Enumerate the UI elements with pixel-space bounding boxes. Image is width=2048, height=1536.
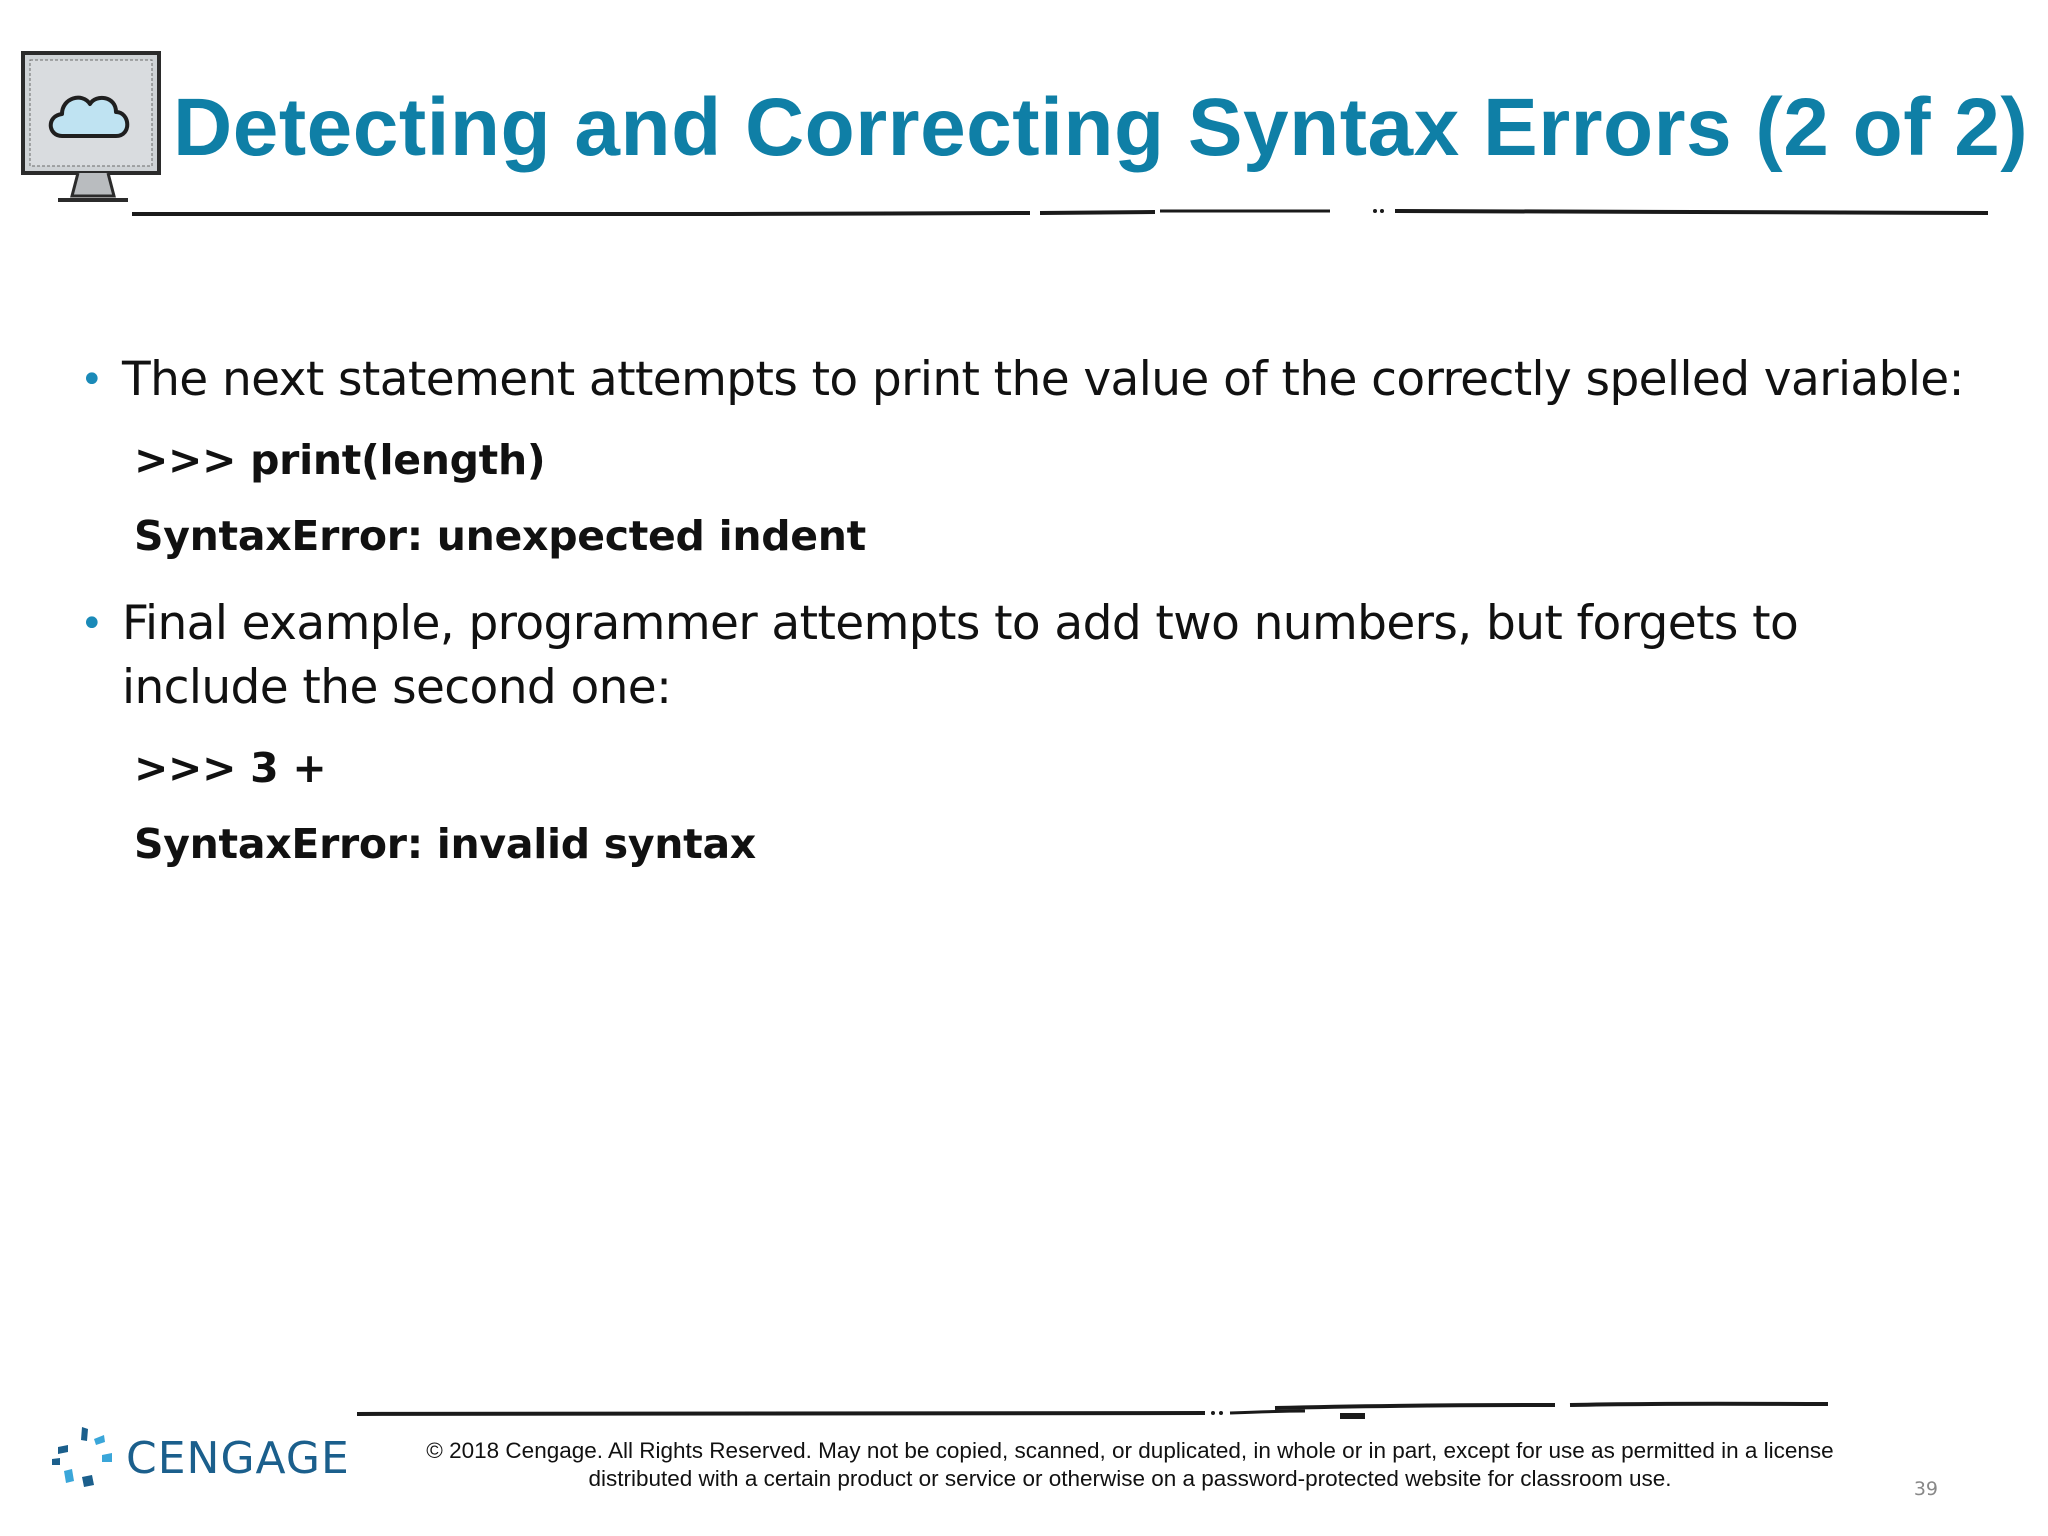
copyright-line: distributed with a certain product or service or otherwise on a password-protected website for classroom use.: [588, 1466, 1672, 1491]
bullet-dot-icon: •: [80, 357, 103, 403]
code-line: >>> print(length): [134, 436, 546, 484]
cengage-logo: [50, 1425, 350, 1491]
code-line: SyntaxError: unexpected indent: [134, 512, 866, 560]
code-line: SyntaxError: invalid syntax: [134, 820, 756, 868]
copyright-line: © 2018 Cengage. All Rights Reserved. May not be copied, scanned, or duplicated, in whole or in part, except for use as permitted in a license: [426, 1438, 1834, 1463]
cengage-logo-mark-icon: [50, 1425, 118, 1491]
page-number: 39: [1913, 1478, 1938, 1500]
copyright-notice: [390, 1437, 1870, 1493]
bullet-text: Final example, programmer attempts to add two numbers, but forgets to: [122, 596, 1799, 651]
bullet-text-continued: include the second one:: [122, 660, 672, 715]
slide-title: Detecting and Correcting Syntax Errors (2 of 2): [173, 82, 2029, 173]
code-line: >>> 3 +: [134, 744, 327, 792]
bullet-item: [80, 592, 1980, 720]
logo-text: CENGAGE: [126, 1432, 350, 1484]
cloud-monitor-icon: [20, 50, 165, 210]
title-divider: [130, 205, 1990, 221]
bullet-item: [80, 348, 1980, 412]
bullet-text: The next statement attempts to print the value of the correctly spelled variable:: [122, 352, 1964, 407]
slide-body: [80, 348, 1980, 872]
footer-divider: [355, 1400, 1830, 1422]
bullet-dot-icon: •: [80, 601, 103, 647]
